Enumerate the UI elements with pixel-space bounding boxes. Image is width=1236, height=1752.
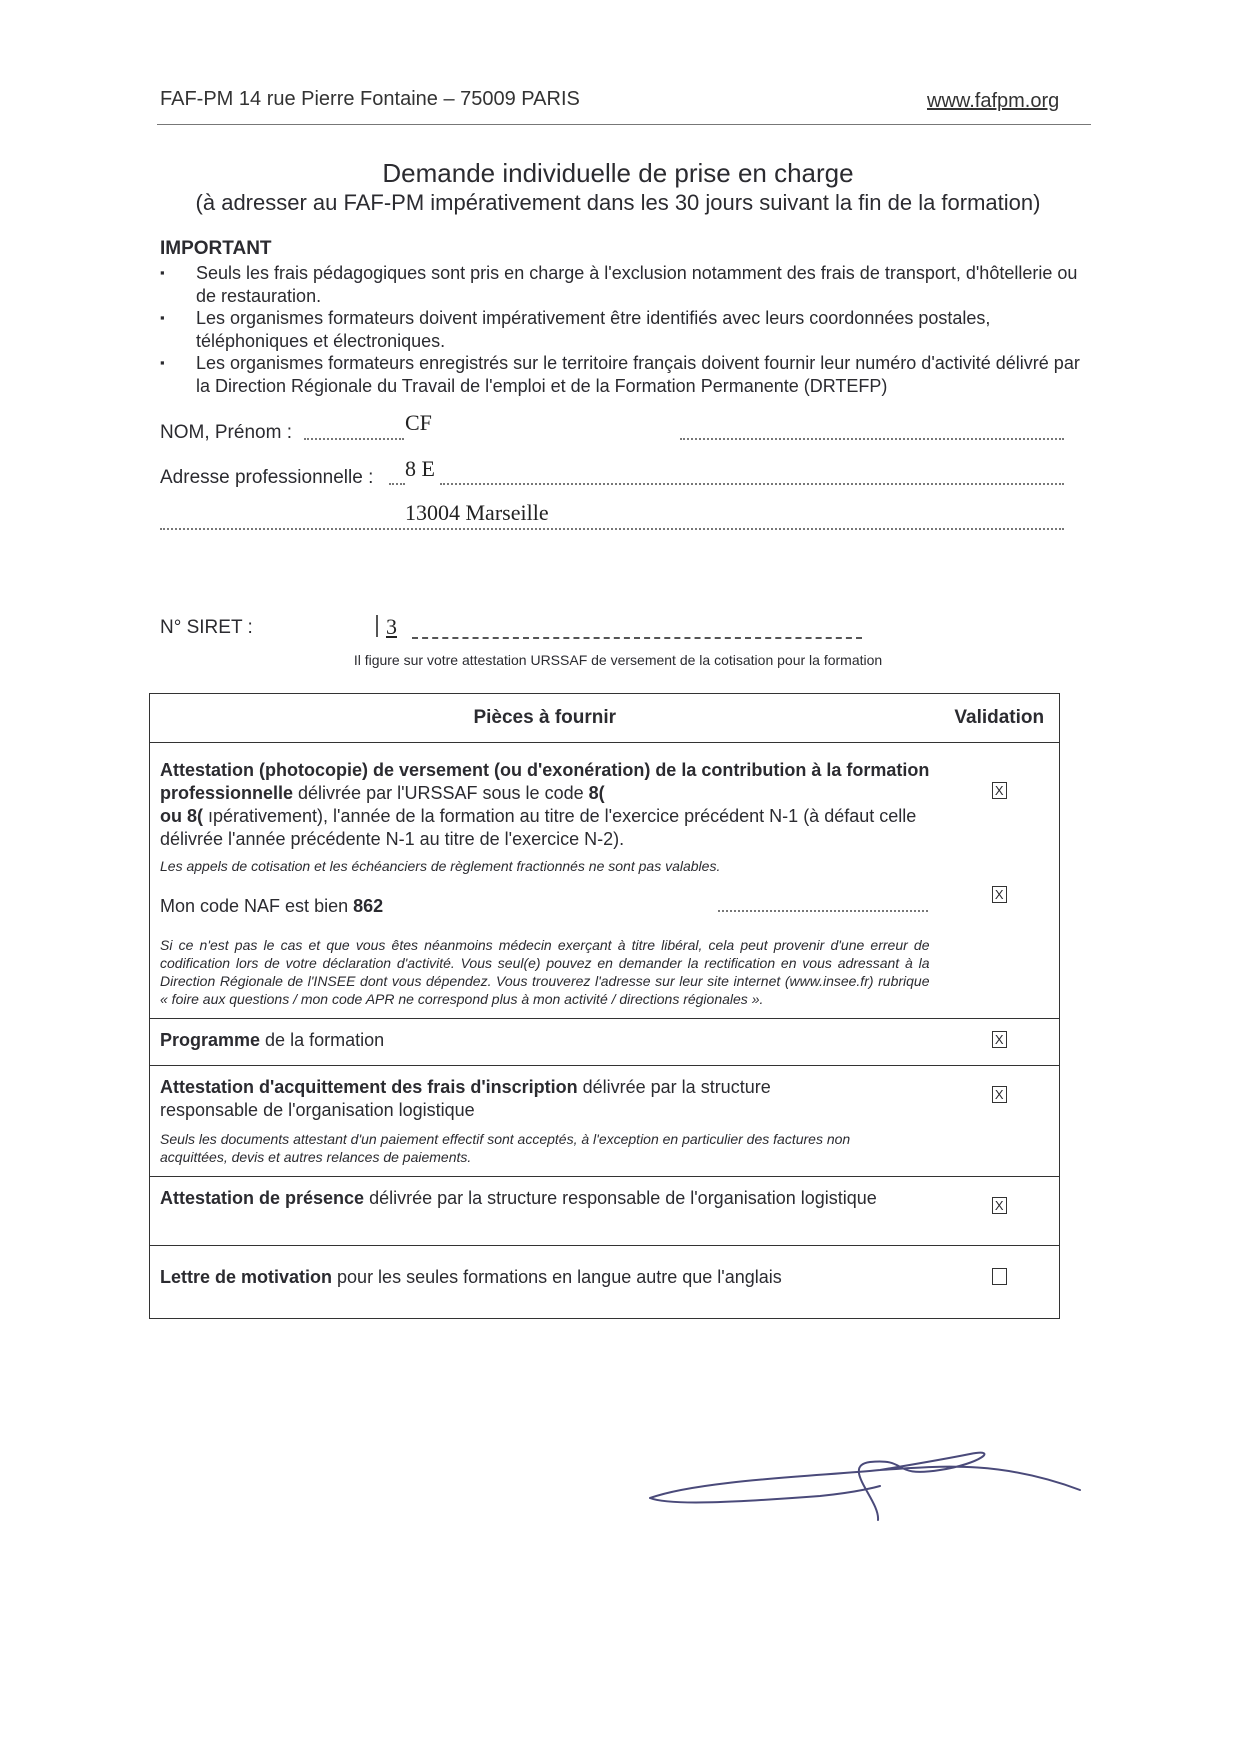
attestation-body2: ıpérativement), l'année de la formation au titre de l'exercice précédent N-1 (à défaut celle délivrée l'année précédente N-1 au titre de l'exercice N-2). [160, 806, 917, 849]
attestation-body: délivrée par l'URSSAF sous le code [293, 783, 589, 803]
checkbox-presence[interactable]: X [992, 1197, 1007, 1214]
column-header-validation: Validation [940, 694, 1060, 743]
siret-bar [376, 615, 378, 637]
sender-address: FAF-PM 14 rue Pierre Fontaine – 75009 PARIS [160, 88, 580, 110]
checkbox-acquittement[interactable]: X [992, 1086, 1007, 1103]
address-value[interactable]: 8 E [405, 456, 435, 481]
table-row [150, 1177, 1060, 1246]
attestation-text [160, 759, 930, 851]
presence-body: délivrée par la structure responsable de l'organisation logistique [364, 1188, 877, 1208]
attestation-code1: 8( [588, 783, 605, 803]
header-divider [157, 124, 1091, 125]
checkbox-programme[interactable]: X [992, 1031, 1007, 1048]
acquittement-note: Seuls les documents attestant d'un paiement effectif sont acceptés, à l'exception en particulier des factures non acquittées, devis et autres relances de paiements. [160, 1131, 851, 1165]
siret-value[interactable]: 3 [386, 614, 397, 639]
name-dots-end [680, 438, 1064, 440]
table-row [150, 743, 1060, 1019]
checkbox-naf[interactable]: X [992, 886, 1007, 903]
website-link[interactable]: www.fafpm.org [927, 90, 1060, 112]
checkbox-attestation[interactable]: X [992, 782, 1007, 799]
page-subtitle: (à adresser au FAF-PM impérativement dans les 30 jours suivant la fin de la formation) [195, 190, 1041, 215]
important-list [160, 262, 1090, 397]
acquittement-title: Attestation d'acquittement des frais d'inscription [160, 1077, 578, 1097]
siret-label: N° SIRET : [160, 617, 253, 638]
naf-line [160, 895, 930, 918]
address-line2-dots [160, 528, 1064, 530]
table-row [150, 1066, 1060, 1177]
motivation-body: pour les seules formations en langue autre que l'anglais [332, 1267, 782, 1287]
important-item: ▪ Les organismes formateurs enregistrés sur le territoire français doivent fournir leur numéro d'activité délivré par la Direction Régionale du Travail de l'emploi et de la Formation Permanente (DRTEFP) [160, 352, 1090, 397]
table-row [150, 1246, 1060, 1319]
page-title: Demande individuelle de prise en charge [382, 158, 854, 188]
acquittement-body: délivrée par la structure responsable de l'organisation logistique [160, 1077, 771, 1120]
important-heading: IMPORTANT [160, 238, 272, 259]
signature-drawing [640, 1440, 1090, 1530]
attestation-title: Attestation (photocopie) de versement (ou d'exonération) de la contribution à la formation professionnelle [160, 760, 930, 803]
naf-label: Mon code NAF est bien [160, 896, 354, 916]
address-dots-end [440, 483, 1064, 485]
pieces-table [149, 693, 1060, 1319]
name-dots [304, 438, 404, 440]
naf-note: Si ce n'est pas le cas et que vous êtes néanmoins médecin exerçant à titre libéral, cela peut provenir d'une erreur de codification lors de votre déclaration d'activité. Vous seul(e) pouvez en demander la rectification en vous adressant à la Direction Régionale de l'INSEE dont vous dépendez. Vous trouverez l'adresse sur leur site internet (www.insee.fr) rubrique « foire aux questions / mon code APR ne correspond plus à mon activité / directions régionales ». [160, 937, 930, 1007]
naf-dots [718, 910, 928, 912]
address-label: Adresse professionnelle : [160, 467, 374, 488]
siret-note: Il figure sur votre attestation URSSAF de versement de la cotisation pour la formation [353, 652, 883, 668]
siret-slots [412, 637, 862, 639]
presence-title: Attestation de présence [160, 1188, 365, 1208]
motivation-title: Lettre de motivation [160, 1267, 333, 1287]
important-item: ▪ Les organismes formateurs doivent impérativement être identifiés avec leurs coordonnées postales, téléphoniques et électroniques. [160, 307, 1090, 352]
attestation-note: Les appels de cotisation et les échéanciers de règlement fractionnés ne sont pas valables. [160, 858, 721, 874]
programme-body: de la formation [260, 1030, 385, 1050]
address-line2[interactable]: 13004 Marseille [405, 500, 549, 525]
attestation-code2: ou 8( [160, 806, 203, 826]
address-dots [389, 483, 405, 485]
name-label: NOM, Prénom : [160, 422, 292, 443]
naf-code: 862 [353, 896, 384, 916]
important-item: ▪ Seuls les frais pédagogiques sont pris en charge à l'exclusion notamment des frais de transport, d'hôtellerie ou de restauration. [160, 262, 1090, 307]
programme-title: Programme [160, 1030, 261, 1050]
checkbox-motivation[interactable] [992, 1268, 1007, 1285]
column-header-pieces: Pièces à fournir [150, 694, 940, 743]
name-value[interactable]: CF [405, 410, 432, 435]
table-row [150, 1019, 1060, 1066]
